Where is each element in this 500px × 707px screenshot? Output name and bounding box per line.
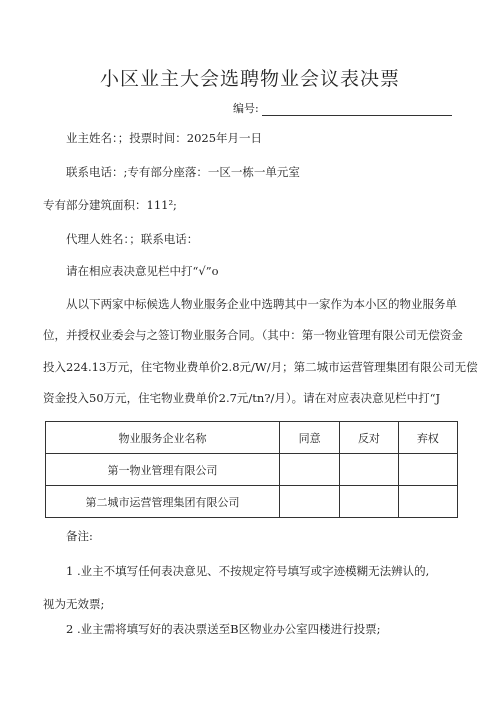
building-area-line: 专有部分建筑面积：111²;: [43, 198, 177, 212]
serial-line[interactable]: [262, 105, 452, 116]
company-name-cell: 第一物业管理有限公司: [46, 454, 280, 486]
note-2: 2 .业主需将填写好的表决票送至B区物业办公室四楼进行投票;: [66, 622, 381, 636]
abstain-cell[interactable]: [398, 454, 457, 486]
serial-label: 编号:: [233, 102, 259, 115]
table-header-row: [46, 422, 458, 454]
description-line-4: 资金投入50万元，住宅物业费单价2.7元/tn?/月）。请在对应表决意见栏中打“J: [43, 391, 441, 405]
header-abstain: 弃权: [398, 422, 457, 454]
contact-phone-line: 联系电话：;专有部分座落：一区一栋一单元室: [66, 165, 300, 179]
oppose-cell[interactable]: [340, 486, 398, 518]
agree-cell[interactable]: [279, 454, 339, 486]
table-row: [46, 454, 458, 486]
vote-table: [45, 421, 458, 518]
ballot-title: 小区业主大会选聘物业会议表决票: [99, 68, 400, 90]
description-line-1: 从以下两家中标候选人物业服务企业中选聘其中一家作为本小区的物业服务单: [66, 297, 457, 311]
serial-number-field: [233, 100, 452, 116]
header-company: 物业服务企业名称: [46, 422, 280, 454]
note-1-line-a: 1 .业主不填写任何表决意见、不按规定符号填写或字迹模糊无法辨认的,: [66, 564, 430, 578]
description-line-2: 位，并授权业委会与之签订物业服务合同。（其中：第一物业管理有限公司无偿资金: [43, 328, 463, 342]
notes-label: 备注:: [66, 529, 93, 543]
owner-name-line: 业主姓名：；投票时间：2025年月一日: [66, 131, 263, 145]
agree-cell[interactable]: [279, 486, 339, 518]
instruction-line: 请在相应表决意见栏中打“√”o: [66, 264, 219, 278]
agent-name-line: 代理人姓名：；联系电话：: [66, 232, 199, 246]
table-row: [46, 486, 458, 518]
description-line-3: 投入224.13万元，住宅物业费单价2.8元/W/月；第二城市运营管理集团有限公司无偿: [43, 360, 478, 374]
oppose-cell[interactable]: [340, 454, 398, 486]
header-oppose: 反对: [340, 422, 398, 454]
note-1-line-b: 视为无效票;: [43, 597, 105, 611]
header-agree: 同意: [279, 422, 339, 454]
company-name-cell: 第二城市运营管理集团有限公司: [46, 486, 280, 518]
abstain-cell[interactable]: [398, 486, 457, 518]
